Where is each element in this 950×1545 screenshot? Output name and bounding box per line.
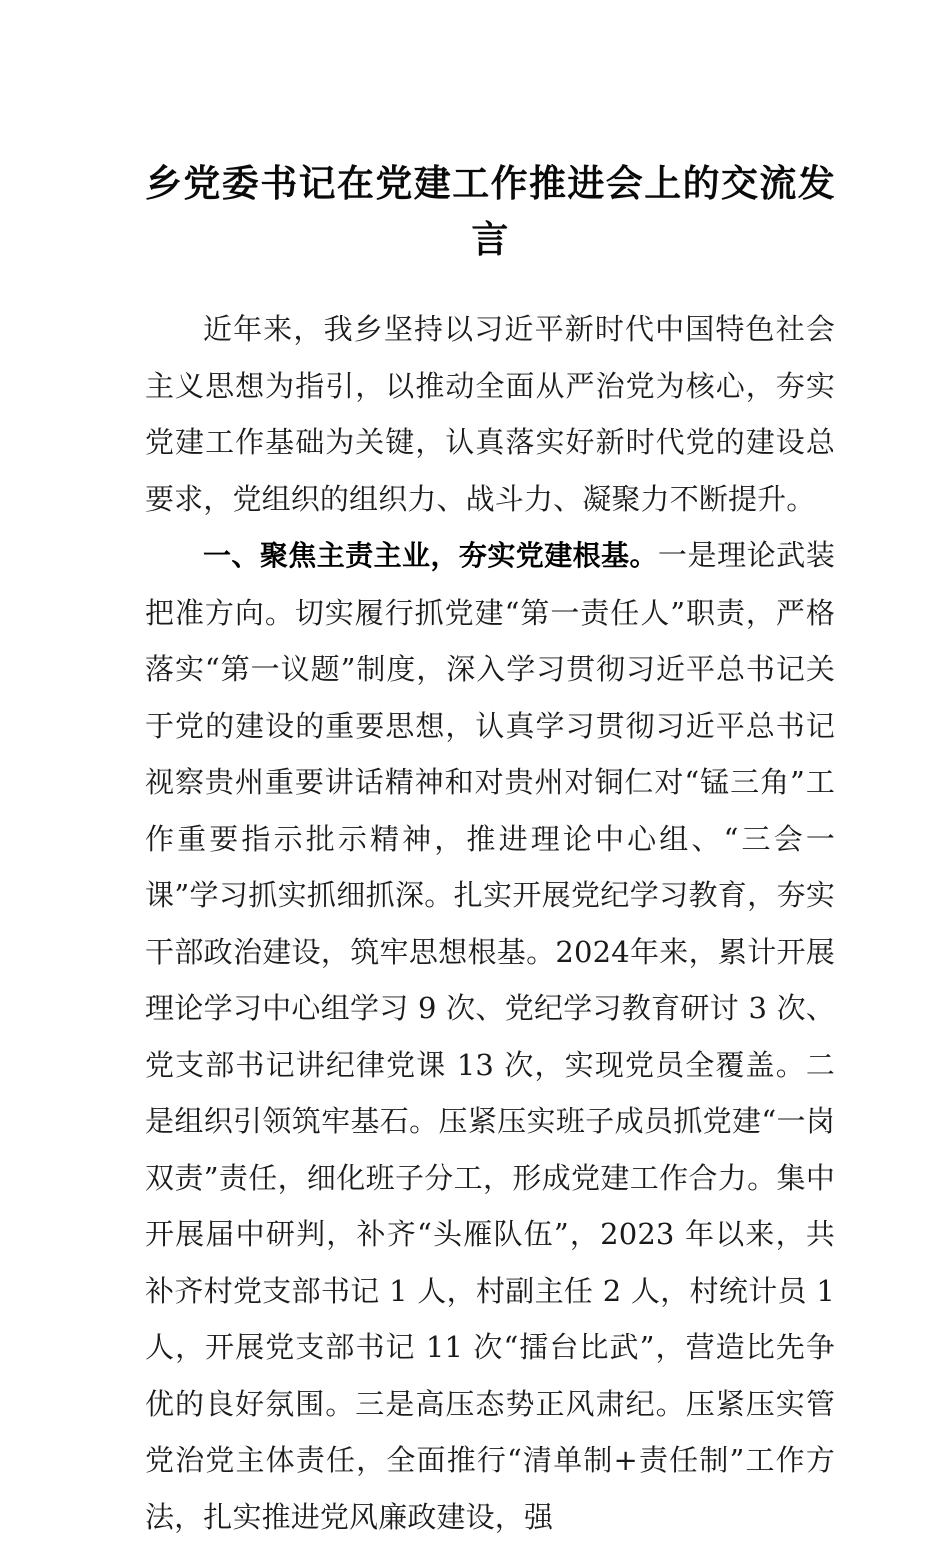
paragraph-section-one-text: 一是理论武装把准方向。切实履行抓党建“第一责任人”职责，严格落实“第一议题”制度，深入学习贯彻习近平总书记关于党的建设的重要思想，认真学习贯彻习近平总书记视察贵州重要讲话精神和对贵州对铜仁对“锰三角”工作重要指示批示精神，推进理论中心组、“三会一课”学习抓实抓细抓深。扎实开展党纪学习教育，夯实干部政治建设，筑牢思想根基。2024年来，累计开展理论学习中心组学习 9 次、党纪学习教育研讨 3 次、党支部书记讲纪律党课 13 次，实现党员全覆盖。二是组织引领筑牢基石。压紧压实班子成员抓党建“一岗双责”责任，细化班子分工，形成党建工作合力。集中开展届中研判，补齐“头雁队伍”，2023 年以来，共补齐村党支部书记 1 人，村副主任 2 人，村统计员 1 人，开展党支部书记 11 次“擂台比武”，营造比先争优的良好氛围。三是高压态势正风肃纪。压紧压实管党治党主体责任，全面推行“清单制+责任制”工作方法，扎实推进党风廉政建设，强 bbox=[145, 538, 835, 1534]
paragraph-section-one bbox=[145, 527, 835, 1545]
paragraph-intro bbox=[145, 301, 835, 527]
paragraph-intro-text: 近年来，我乡坚持以习近平新时代中国特色社会主义思想为指引，以推动全面从严治党为核心，夯实党建工作基础为关键，认真落实好新时代党的建设总要求，党组织的组织力、战斗力、凝聚力不断提升。 bbox=[145, 312, 835, 516]
document-body bbox=[145, 301, 835, 1545]
page-title: 乡党委书记在党建工作推进会上的交流发言 bbox=[145, 161, 835, 261]
page-content-area bbox=[145, 0, 835, 1545]
section-heading-one: 一、聚焦主责主业，夯实党建根基。 bbox=[203, 539, 658, 572]
